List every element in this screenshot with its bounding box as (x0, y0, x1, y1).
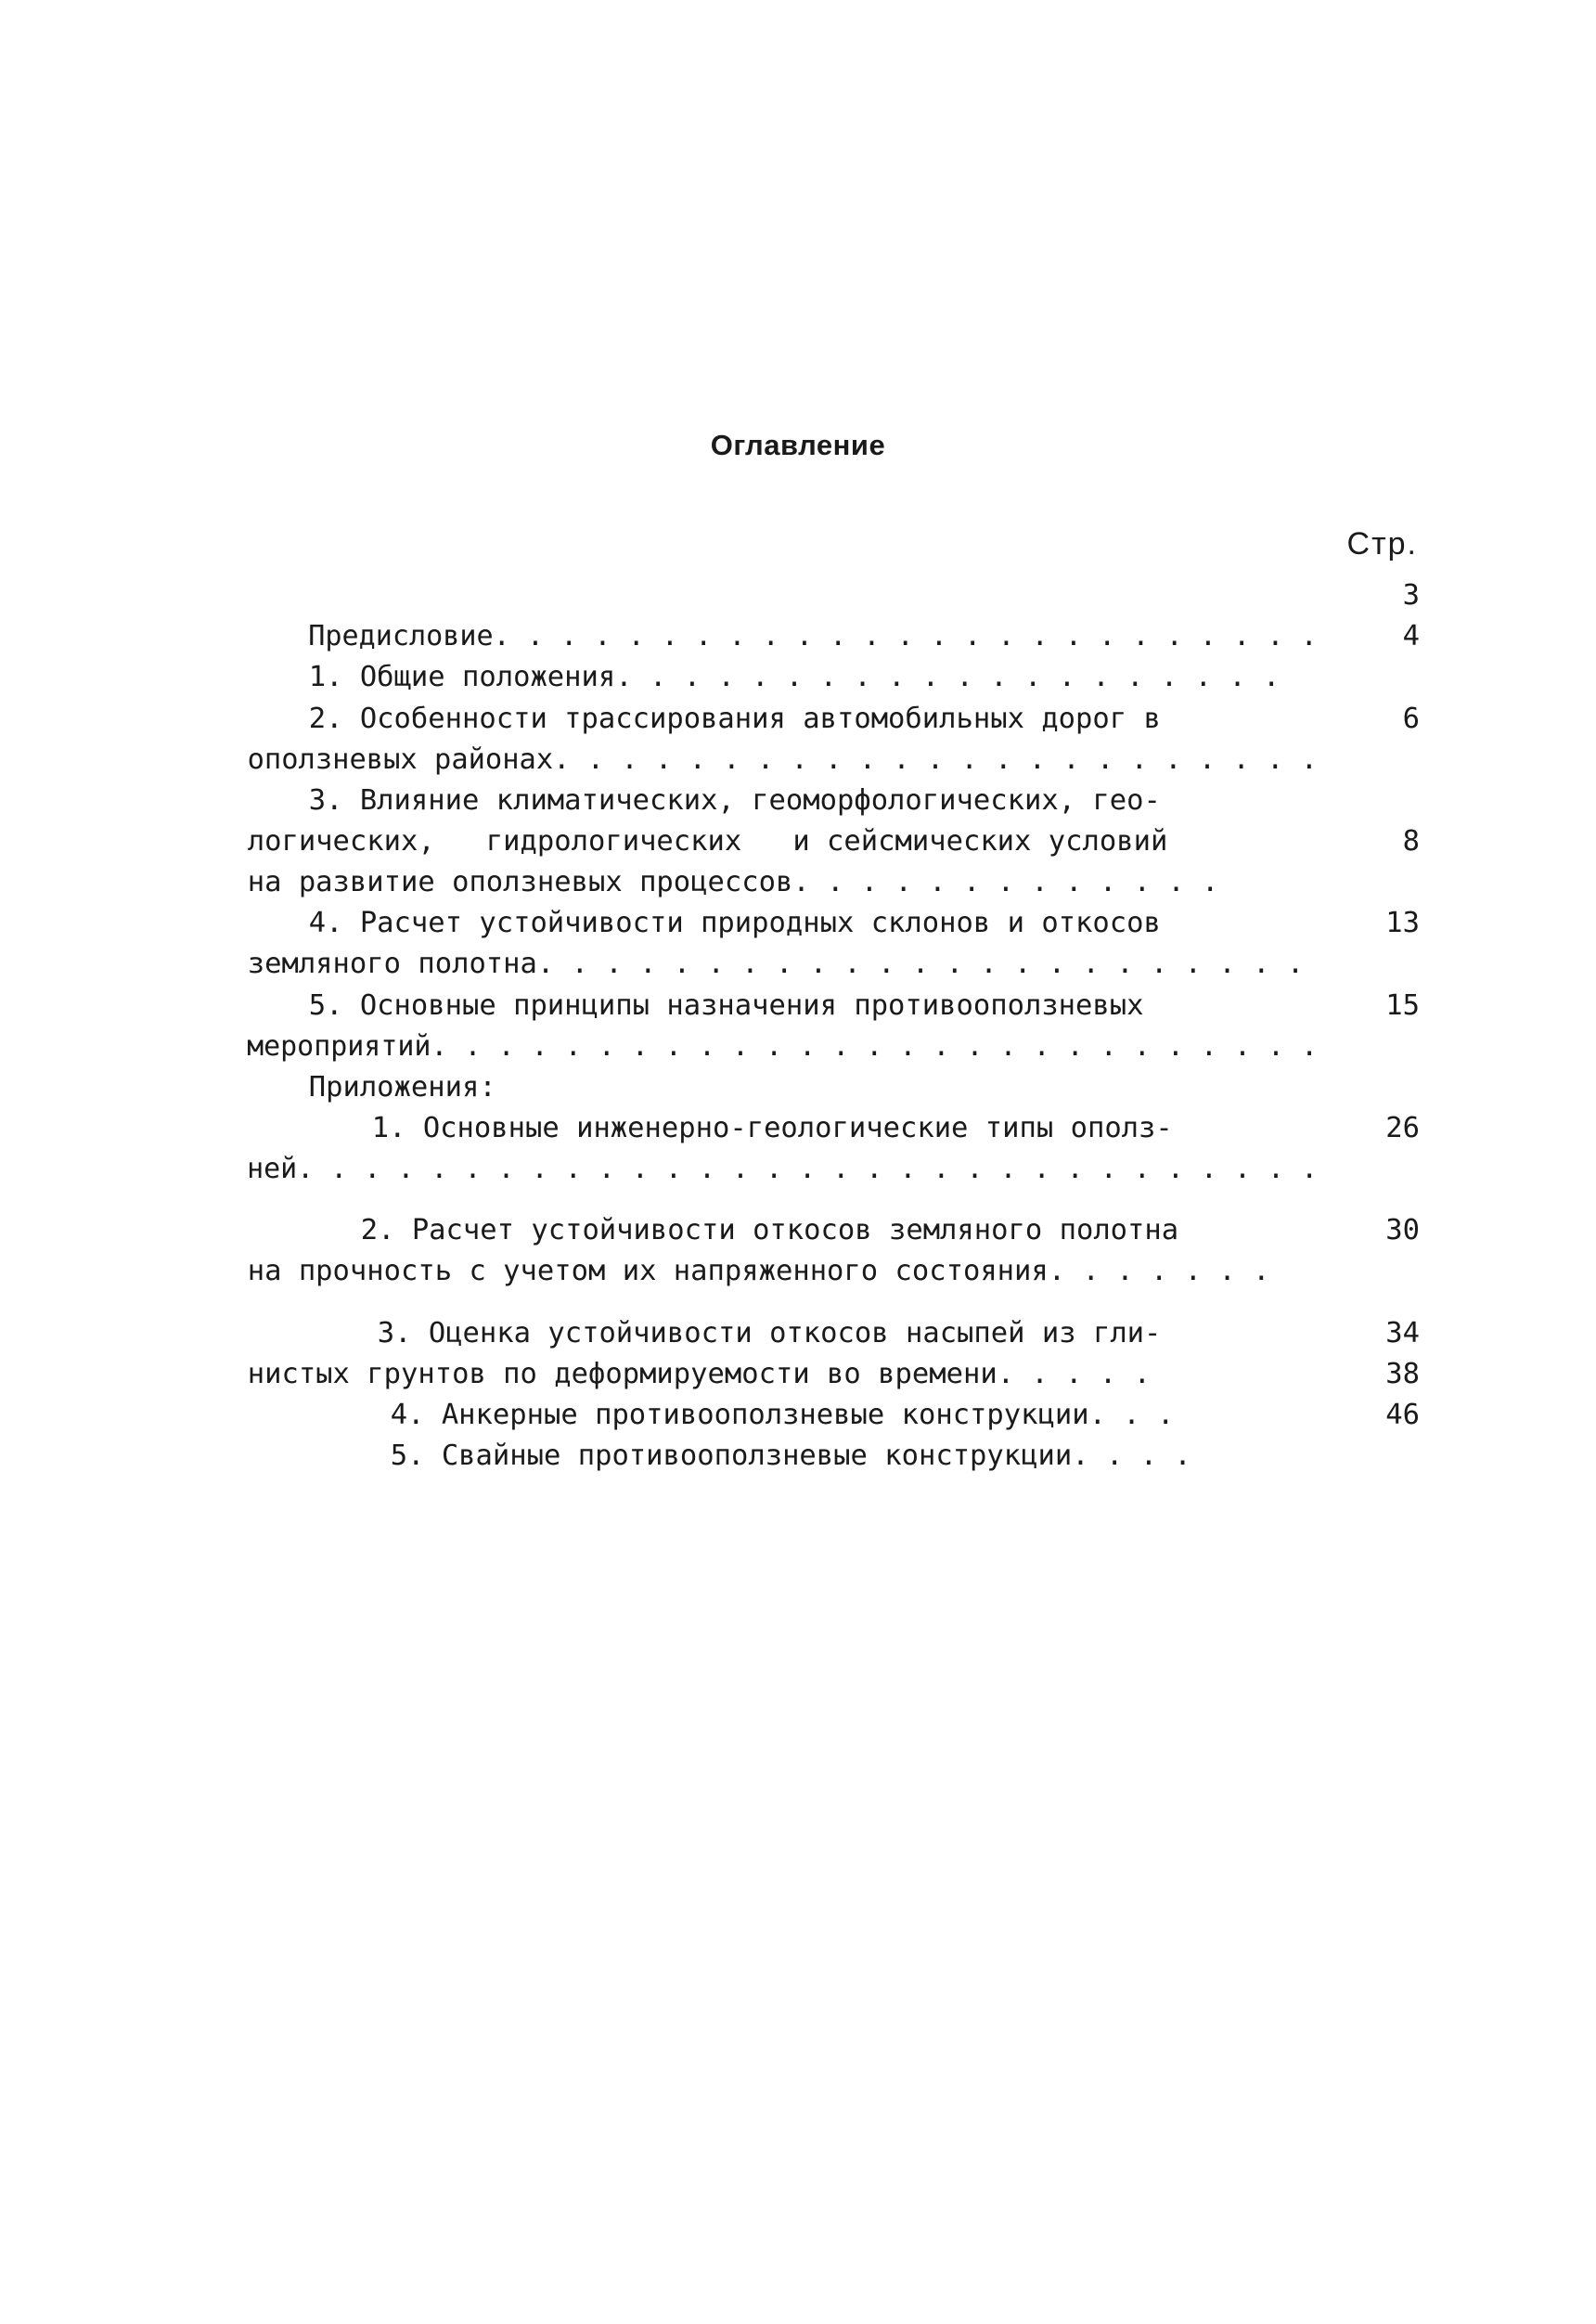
toc-page-number: 26 (1385, 1112, 1420, 1144)
toc-entry-5[interactable] (275, 945, 1144, 1022)
toc-page-number: 30 (1385, 1214, 1420, 1246)
toc-entry-text: Приложения: (308, 1071, 496, 1104)
toc-entry-text: на развитие оползневых процессов (247, 866, 793, 898)
dot-leader: . . . (1088, 1399, 1175, 1431)
dot-leader: . . . . . . . . . . . . . . . . . . . . . . . (553, 743, 1319, 776)
appendices-heading (275, 1026, 496, 1104)
dot-leader: . . . . . (997, 1358, 1151, 1390)
toc-appendix-3-cont[interactable] (213, 1313, 1151, 1390)
toc-appendix-1-cont[interactable] (213, 1108, 1319, 1185)
toc-page-number: 46 (1385, 1399, 1420, 1431)
dot-leader: . . . . . . . . . . . . . . . . . . . . . . . (536, 948, 1305, 980)
dot-leader: . . . . (1072, 1440, 1191, 1472)
toc-entry-text: оползневых районах (247, 743, 554, 776)
toc-page-number: 4 (1402, 620, 1420, 652)
toc-entry-3-cont[interactable] (213, 821, 1219, 898)
toc-appendix-4[interactable] (356, 1354, 1175, 1431)
toc-entry-text: 3. Влияние климатических, геоморфологических, гео- (308, 784, 1161, 817)
toc-entry-text: мероприятий (247, 1030, 431, 1063)
toc-entry-text: земляного полотна (247, 948, 537, 980)
toc-entry-text: 2. Расчет устойчивости откосов земляного полотна (360, 1214, 1179, 1246)
toc-entry-text: 2. Особенности трассирования автомобильных дорог в (308, 703, 1161, 735)
toc-appendix-1[interactable] (338, 1067, 1173, 1144)
toc-entry-2[interactable] (275, 658, 1161, 735)
toc-entry-text: 1. Общие положения (308, 661, 616, 693)
toc-entry-4[interactable] (275, 862, 1161, 939)
toc-entry-5-cont[interactable] (213, 986, 1319, 1063)
page-column-header: Стр. (1346, 526, 1418, 562)
toc-page-number: 13 (1385, 907, 1420, 939)
dot-leader: . . . . . . . . . . . . . . . . . . . . (615, 661, 1281, 693)
toc-appendix-2[interactable] (327, 1169, 1179, 1246)
toc-entry-3-cont (213, 781, 1168, 858)
dot-leader: . . . . . . . (1048, 1255, 1270, 1287)
toc-entry-2-cont[interactable] (213, 699, 1319, 776)
toc-page-number: 8 (1402, 825, 1420, 858)
toc-title: Оглавление (710, 429, 886, 461)
toc-entry-3[interactable] (275, 740, 1161, 817)
toc-entry-preface[interactable] (275, 575, 1318, 652)
toc-entry-text: нистых грунтов по деформируемости во времени (247, 1358, 998, 1390)
toc-entry-4-cont[interactable] (213, 903, 1305, 980)
toc-entry-text: 5. Основные принципы назначения противооползневых (308, 989, 1144, 1022)
toc-page-number: 3 (1402, 579, 1420, 612)
toc-appendix-2-cont[interactable] (213, 1210, 1270, 1287)
toc-entry-text: Предисловие (308, 620, 494, 652)
toc-entry-text: логических, гидрологических и сейсмических условий (247, 825, 1168, 858)
toc-entry-text: 3. Оценка устойчивости откосов насыпей из гли- (377, 1317, 1162, 1349)
toc-entry-text: ней (247, 1153, 298, 1185)
toc-appendix-3[interactable] (343, 1272, 1162, 1349)
toc-entry-text: на прочность с учетом их напряженного состояния (247, 1255, 1049, 1287)
dot-leader: . . . . . . . . . . . . . . . . . . . . . . . . . (493, 620, 1318, 652)
toc-page-number: 15 (1385, 989, 1420, 1022)
toc-appendix-5[interactable] (356, 1395, 1191, 1472)
toc-page-number: 6 (1402, 703, 1420, 735)
toc-page-number: 34 (1385, 1317, 1420, 1349)
dot-leader: . . . . . . . . . . . . . . . . . . . . . . . . . . . (431, 1030, 1319, 1063)
dot-leader: . . . . . . . . . . . . . . . . . . . . . . . . . . . . . . . (297, 1153, 1319, 1185)
dot-leader: . . . . . . . . . . . . . (792, 866, 1219, 898)
toc-entry-text: 1. Основные инженерно-геологические типы ополз- (371, 1112, 1173, 1144)
toc-page-number: 38 (1385, 1358, 1420, 1390)
toc-entry-1[interactable] (275, 616, 1295, 693)
toc-entry-text: 4. Анкерные противооползневые конструкции (390, 1399, 1089, 1431)
toc-entry-text: 5. Свайные противооползневые конструкции (390, 1440, 1073, 1472)
toc-entry-text: 4. Расчет устойчивости природных склонов и откосов (308, 907, 1161, 939)
